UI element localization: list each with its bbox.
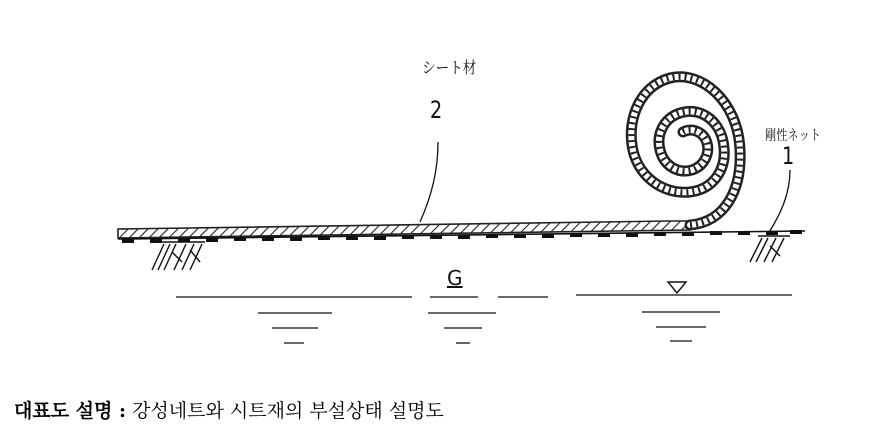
sheet-roll bbox=[631, 77, 740, 225]
ground-hatch-left bbox=[152, 242, 205, 270]
water-level-symbol bbox=[668, 282, 686, 293]
leader-line-net bbox=[768, 170, 790, 234]
ground-hatch-right bbox=[750, 236, 790, 262]
caption-text: 강성네트와 시트재의 부설상태 설명도 bbox=[132, 400, 444, 422]
leader-line-sheet bbox=[420, 142, 438, 222]
rigid-net-label: 剛性ネット bbox=[765, 128, 821, 144]
sheet-material-label: シート材 bbox=[422, 58, 477, 77]
caption-title: 대표도 설명 : bbox=[14, 400, 127, 422]
rigid-net-number: 1 bbox=[782, 142, 795, 170]
sheet-material-number: 2 bbox=[430, 96, 443, 124]
ground-water-lines bbox=[176, 295, 792, 343]
ground-label: G bbox=[447, 266, 463, 290]
figure-caption bbox=[14, 396, 444, 423]
